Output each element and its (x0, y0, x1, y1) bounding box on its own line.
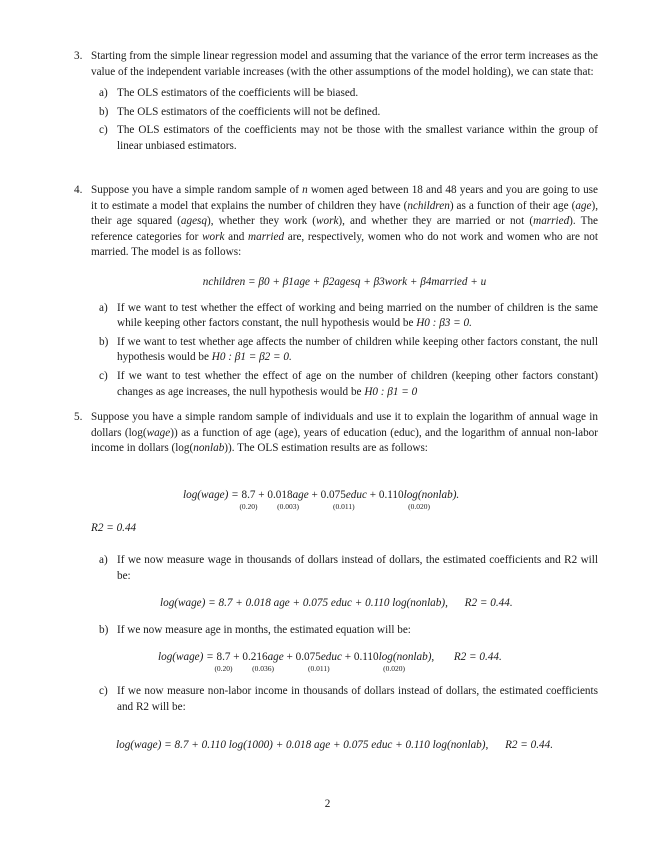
question-number: 4. (74, 184, 83, 196)
options-list (91, 301, 598, 401)
r-squared: R2 = 0.44 (91, 522, 137, 534)
coef-term: 0.075educ (0.011) (320, 489, 367, 511)
question-3 (74, 49, 598, 155)
option-a-equation: log(wage) = 8.7 + 0.018 age + 0.075 educ + 0.110 log(nonlab), R2 = 0.44. (160, 597, 513, 609)
option-b: b) If we now measure age in months, the estimated equation will be: (99, 624, 411, 636)
model-equation: nchildren = β0 + β1age + β2agesq + β3work + β4married + u (202, 275, 487, 288)
option-b (91, 105, 598, 121)
option-a: a) If we now measure wage in thousands of dollars instead of dollars, the estimated coefficients and R2 will be: (99, 554, 598, 582)
question-text: Starting from the simple linear regression model and assuming that the variance of the error term increases as the value of the independent variable increases (with the other assumptions of the model holding), we can state that: (91, 50, 598, 78)
option-b-equation: log(wage) = 8.7 (0.20) + 0.216age (0.036) + 0.075educ (0.011) + 0.110log(nonlab), (0.020) R2 = 0.44. (158, 651, 502, 673)
options-list (91, 620, 598, 639)
option-text: The OLS estimators of the coefficients will be biased. (117, 87, 359, 100)
options-list (91, 86, 598, 154)
coef-term: 0.018age (0.003) (267, 489, 309, 511)
question-4 (74, 183, 598, 400)
question-text: Suppose you have a simple random sample of individuals and use it to explain the logarithm of annual wage in dollars (log(wage)) as a function of age (age), years of education (educ), and the logarithm of annual non-labor income in dollars (log(nonlab)). The OLS estimation results are as follows: (91, 411, 598, 455)
coef-term: 0.110log(nonlab). (0.020) (378, 489, 460, 511)
main-estimated-equation: log(wage) = 8.7 (0.20) + 0.018age (0.003) + 0.075educ (0.011) + 0.110log(nonlab). (0.020) (183, 489, 460, 511)
option-b: b) If we want to test whether age affects the number of children while keeping other factors constant, the null hypothesis would be H0 : β1 = β2 = 0. (99, 335, 598, 364)
coef-term: 8.7 (0.20) (239, 489, 258, 511)
question-number: 3. (74, 50, 83, 62)
option-text: The OLS estimators of the coefficients may not be those with the smallest variance within the group of linear unbiased estimators. (117, 124, 598, 152)
option-a: a) If we want to test whether the effect of working and being married on the number of children is the same while keeping other factors constant, the null hypothesis would be H0 : β3 = 0. (99, 301, 598, 330)
option-label: a) (99, 87, 108, 100)
option-a (91, 86, 598, 102)
page-number: 2 (324, 798, 331, 810)
option-label: c) (99, 124, 108, 137)
options-list (91, 681, 598, 715)
question-number: 5. (74, 411, 83, 423)
option-c: c) If we want to test whether the effect of age on the number of children (keeping other factors constant) changes as age increases, the null hypothesis would be H0 : β1 = 0 (99, 369, 598, 398)
option-c (91, 123, 598, 154)
question-text: Suppose you have a simple random sample of n women aged between 18 and 48 years and you are going to use it to estimate a model that explains the number of children they have (nchildren) as a function of their age (age), their age squared (agesq), whether they work (work), and whether they are married or not (married). The reference categories for work and married are, respectively, women who do not work and women who are not married. The model is as follows: (91, 184, 599, 259)
option-c-equation: log(wage) = 8.7 + 0.110 log(1000) + 0.018 age + 0.075 educ + 0.110 log(nonlab), R2 = 0.44. (116, 739, 554, 751)
equation-lhs: log(wage) = (183, 489, 239, 501)
option-text: The OLS estimators of the coefficients will not be defined. (117, 105, 381, 118)
option-c: c) If we now measure non-labor income in thousands of dollars instead of dollars, the estimated coefficients and R2 will be: (99, 685, 598, 713)
option-label: b) (99, 105, 109, 118)
options-list (91, 550, 598, 584)
question-5 (74, 410, 598, 457)
